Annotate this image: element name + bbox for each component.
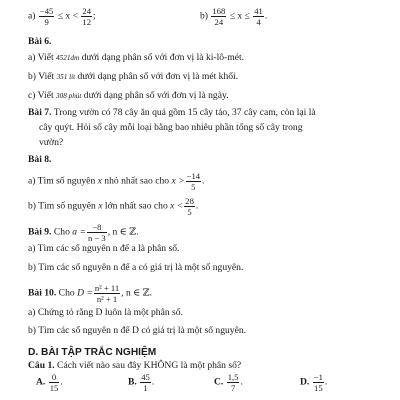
fraction: $\frac{28}{5}$ bbox=[185, 196, 194, 217]
option-c: C. $\frac{1,5}{7}$ . bbox=[214, 372, 243, 393]
ex8-part-a: a) Tìm số nguyên x nhỏ nhất sao cho x > $\frac{-14}{5}$ . bbox=[28, 171, 205, 192]
fraction: $\frac{45}{1}$ bbox=[141, 372, 150, 393]
ex5-part-b: b) $\frac{168}{24}$ ≤ x ≤ $\frac{41}{4}$ . bbox=[200, 6, 268, 27]
fraction: $\frac{-1}{15}$ bbox=[313, 372, 323, 393]
fraction: $\frac{168}{24}$ bbox=[212, 6, 226, 27]
ex9-title: Bài 9. bbox=[28, 226, 52, 238]
option-b: B. $\frac{45}{1}$ . bbox=[128, 372, 155, 393]
fraction: $\frac{\text{n² + 11}}{\text{n² + 1}}$ bbox=[94, 283, 120, 304]
ex10-title: Bài 10. bbox=[28, 287, 57, 299]
ex7-title: Bài 7. bbox=[28, 107, 52, 118]
ex7-line-1: Bài 7. Trong vườn có 78 cây ăn quả gồm 15 cây táo, 37 cây cam, còn lại là bbox=[28, 107, 316, 118]
fraction: $\frac{41}{4}$ bbox=[254, 6, 263, 27]
ex7-line-2: cây quýt. Hỏi số cây mỗi loại bằng bao nhiêu phần tổng số cây trong bbox=[39, 122, 303, 133]
fraction: $\frac{-8}{n - 3}$ bbox=[87, 222, 106, 243]
ex6-part-a: a) Viết 4521dm dưới dạng phân số với đơn vị là ki-lô-mét. bbox=[28, 52, 245, 63]
ex9-part-b: b) Tìm các số nguyên n để a có giá trị là một số nguyên. bbox=[28, 262, 244, 273]
ex9-part-a: a) Tìm các số nguyên n để a là phân số. bbox=[28, 243, 180, 254]
ex10-part-a: a) Chứng tỏ rằng D luôn là một phân số. bbox=[28, 307, 183, 318]
ex8-title: Bài 8. bbox=[28, 154, 52, 165]
fraction: $\frac{0}{15}$ bbox=[49, 372, 59, 393]
question-1-label: Câu 1. bbox=[28, 360, 55, 371]
fraction: $\frac{1,5}{7}$ bbox=[227, 372, 239, 393]
ex7-line-3: vườn? bbox=[39, 137, 64, 148]
fraction: $\frac{-45}{9}$ bbox=[39, 6, 54, 27]
section-d-heading: D. BÀI TẬP TRẮC NGHIỆM bbox=[28, 347, 157, 358]
option-a: A. $\frac{0}{15}$ . bbox=[36, 372, 63, 393]
fraction: $\frac{-14}{5}$ bbox=[186, 171, 201, 192]
question-1: Câu 1. Cách viết nào sau đây KHÔNG là một phân số? bbox=[28, 360, 242, 371]
ex5-part-a: a) $\frac{-45}{9}$ ≤ x < $\frac{24}{12}$ ; bbox=[28, 6, 96, 27]
ex6-part-c: c) Viết 308 phút dưới dạng phân số với đơn vị là ngày. bbox=[28, 90, 229, 101]
fraction: $\frac{24}{12}$ bbox=[82, 6, 91, 27]
ex6-title: Bài 6. bbox=[28, 36, 52, 47]
option-d: D. $\frac{-1}{15}$ . bbox=[300, 372, 328, 393]
ex10-statement: Bài 10. Cho D = $\frac{\text{n² + 11}}{\text{n² + 1}}$ , n ∈ ℤ. bbox=[28, 283, 153, 304]
ex8-part-b: b) Tìm số nguyên x lớn nhất sao cho x < $\frac{28}{5}$ . bbox=[28, 196, 199, 217]
ex10-part-b: b) Tìm các số nguyên n để D có giá trị là một số nguyên. bbox=[28, 325, 247, 336]
ex6-part-b: b) Viết 351 lít dưới dạng phân số với đơn vị là mét khối. bbox=[28, 71, 239, 82]
ex9-statement: Bài 9. Cho a = $\frac{-8}{n - 3}$ , n ∈ ℤ. bbox=[28, 222, 139, 243]
